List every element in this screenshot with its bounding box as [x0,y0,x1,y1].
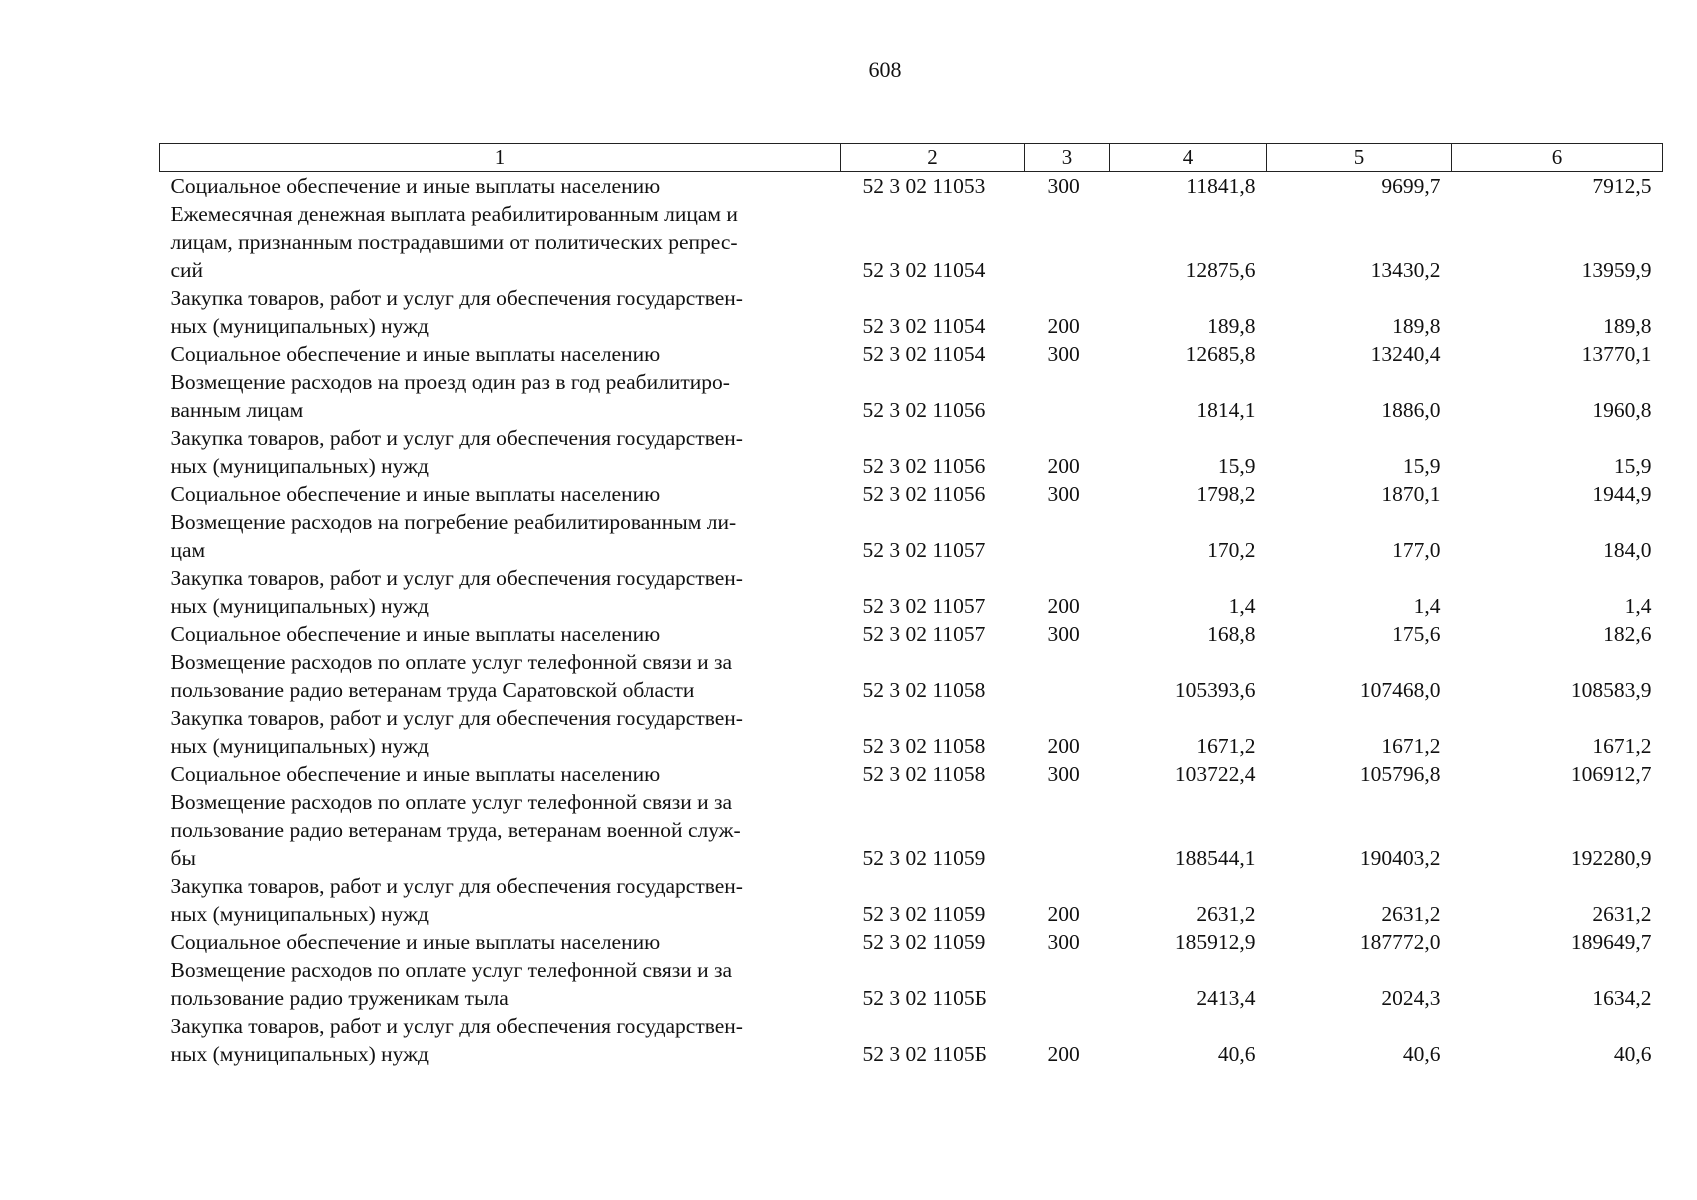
row-description [160,1012,841,1068]
table-row [160,928,1663,956]
row-value-col6: 189649,7 [1570,930,1652,954]
row-expense-type: 300 [1047,482,1080,506]
row-expense-type [1025,508,1110,564]
row-value-col4: 1,4 [1228,594,1256,618]
row-description [160,480,841,508]
page-number: 608 [868,57,902,82]
row-value-col5: 189,8 [1392,314,1441,338]
row-description [160,648,841,704]
table-row [160,480,1663,508]
row-description [160,200,841,284]
row-value-col4: 40,6 [1217,1042,1256,1066]
description-line: Социальное обеспечение и иные выплаты населению [170,622,661,646]
row-code: 52 3 02 11057 [862,622,986,646]
row-expense-type: 300 [1047,342,1080,366]
row-value-col5: 13240,4 [1370,342,1441,366]
description-line: Социальное обеспечение и иные выплаты населению [170,762,661,786]
row-expense-type: 200 [1047,454,1080,478]
row-expense-type: 200 [1047,594,1080,618]
table-row [160,172,1663,201]
row-description [160,872,841,928]
row-value-col4: 105393,6 [1174,678,1256,702]
table-row [160,1012,1663,1068]
description-line: Социальное обеспечение и иные выплаты населению [170,342,661,366]
description-line: Закупка товаров, работ и услуг для обеспечения государствен- [170,874,743,898]
description-line: ных (муниципальных) нужд [170,594,429,618]
table-row [160,648,1663,704]
row-code: 52 3 02 11059 [862,930,986,954]
row-value-col6: 7912,5 [1592,174,1652,198]
description-line: Социальное обеспечение и иные выплаты населению [170,482,661,506]
column-header-1: 1 [160,144,841,172]
row-code: 52 3 02 11054 [862,258,986,282]
row-code: 52 3 02 11057 [862,538,986,562]
column-header-3: 3 [1025,144,1110,172]
table-header [160,144,1663,172]
row-value-col5: 190403,2 [1359,846,1441,870]
description-line: Возмещение расходов по оплате услуг телефонной связи и за [170,650,733,674]
header-row [160,144,1663,172]
description-line: лицам, признанным пострадавшими от политических репрес- [170,230,738,254]
column-header-2: 2 [841,144,1025,172]
description-line: ных (муниципальных) нужд [170,1042,429,1066]
row-value-col6: 184,0 [1603,538,1652,562]
row-value-col4: 170,2 [1207,538,1256,562]
row-description [160,172,841,201]
row-description [160,956,841,1012]
row-value-col4: 188544,1 [1174,846,1256,870]
row-expense-type: 300 [1047,930,1080,954]
row-code: 52 3 02 11056 [862,398,986,422]
row-value-col5: 105796,8 [1359,762,1441,786]
row-code: 52 3 02 11059 [862,902,986,926]
description-line: пользование радио труженикам тыла [170,986,509,1010]
table-row [160,508,1663,564]
row-value-col6: 106912,7 [1570,762,1652,786]
row-value-col6: 2631,2 [1592,902,1652,926]
description-line: Закупка товаров, работ и услуг для обеспечения государствен- [170,286,743,310]
row-code: 52 3 02 1105Б [862,1042,987,1066]
description-line: Ежемесячная денежная выплата реабилитированным лицам и [170,202,738,226]
description-line: бы [170,846,196,870]
row-expense-type: 200 [1047,314,1080,338]
row-code: 52 3 02 11058 [862,678,986,702]
table-row [160,760,1663,788]
row-code: 52 3 02 11054 [862,342,986,366]
row-value-col5: 9699,7 [1381,174,1441,198]
row-description [160,340,841,368]
row-value-col6: 1634,2 [1592,986,1652,1010]
table-row [160,424,1663,480]
description-line: Возмещение расходов по оплате услуг телефонной связи и за [170,958,733,982]
row-expense-type [1025,368,1110,424]
description-line: ных (муниципальных) нужд [170,734,429,758]
row-value-col6: 1,4 [1624,594,1652,618]
row-value-col5: 187772,0 [1359,930,1441,954]
row-description [160,928,841,956]
table-row [160,564,1663,620]
table-row [160,200,1663,284]
row-description [160,424,841,480]
row-value-col4: 2413,4 [1196,986,1256,1010]
row-value-col6: 182,6 [1603,622,1652,646]
row-value-col5: 1886,0 [1381,398,1441,422]
row-value-col5: 107468,0 [1359,678,1441,702]
row-description [160,284,841,340]
row-value-col5: 175,6 [1392,622,1441,646]
description-line: ных (муниципальных) нужд [170,314,429,338]
row-expense-type [1025,956,1110,1012]
row-value-col6: 1960,8 [1592,398,1652,422]
description-line: цам [170,538,206,562]
row-code: 52 3 02 11059 [862,846,986,870]
description-line: Социальное обеспечение и иные выплаты населению [170,174,661,198]
description-line: Социальное обеспечение и иные выплаты населению [170,930,661,954]
row-value-col6: 108583,9 [1570,678,1652,702]
row-expense-type: 200 [1047,902,1080,926]
row-description [160,704,841,760]
row-code: 52 3 02 11058 [862,734,986,758]
row-value-col6: 13959,9 [1581,258,1652,282]
table-row [160,872,1663,928]
table-row [160,704,1663,760]
row-value-col5: 1671,2 [1381,734,1441,758]
row-value-col4: 1671,2 [1196,734,1256,758]
row-value-col6: 192280,9 [1570,846,1652,870]
row-code: 52 3 02 11056 [862,482,986,506]
row-expense-type [1025,648,1110,704]
row-expense-type: 300 [1047,174,1080,198]
description-line: Закупка товаров, работ и услуг для обеспечения государствен- [170,426,743,450]
row-value-col6: 13770,1 [1581,342,1652,366]
table-row [160,956,1663,1012]
row-value-col4: 185912,9 [1174,930,1256,954]
row-value-col5: 13430,2 [1370,258,1441,282]
row-code: 52 3 02 11056 [862,454,986,478]
table-row [160,340,1663,368]
description-line: Закупка товаров, работ и услуг для обеспечения государствен- [170,566,743,590]
row-value-col5: 40,6 [1402,1042,1441,1066]
description-line: пользование радио ветеранам труда Саратовской области [170,678,695,702]
description-line: ных (муниципальных) нужд [170,454,429,478]
row-expense-type [1025,200,1110,284]
row-value-col4: 189,8 [1207,314,1256,338]
row-code: 52 3 02 1105Б [862,986,987,1010]
row-value-col6: 1944,9 [1592,482,1652,506]
row-expense-type: 200 [1047,734,1080,758]
budget-table [159,143,1663,1068]
row-value-col6: 40,6 [1613,1042,1652,1066]
row-value-col6: 15,9 [1613,454,1652,478]
row-value-col5: 177,0 [1392,538,1441,562]
description-line: пользование радио ветеранам труда, ветеранам военной служ- [170,818,741,842]
row-value-col4: 12875,6 [1185,258,1256,282]
row-code: 52 3 02 11054 [862,314,986,338]
row-value-col5: 15,9 [1402,454,1441,478]
description-line: Возмещение расходов по оплате услуг телефонной связи и за [170,790,733,814]
row-description [160,620,841,648]
row-value-col4: 1798,2 [1196,482,1256,506]
description-line: ванным лицам [170,398,304,422]
row-value-col4: 15,9 [1217,454,1256,478]
row-value-col4: 103722,4 [1174,762,1256,786]
row-code: 52 3 02 11058 [862,762,986,786]
description-line: Закупка товаров, работ и услуг для обеспечения государствен- [170,706,743,730]
column-header-6: 6 [1452,144,1663,172]
row-expense-type [1025,788,1110,872]
description-line: Возмещение расходов на погребение реабилитированным ли- [170,510,737,534]
column-header-4: 4 [1110,144,1267,172]
row-description [160,564,841,620]
row-description [160,760,841,788]
table-body [160,172,1663,1069]
row-code: 52 3 02 11057 [862,594,986,618]
description-line: сий [170,258,204,282]
description-line: Возмещение расходов на проезд один раз в год реабилитиро- [170,370,730,394]
row-value-col6: 1671,2 [1592,734,1652,758]
row-value-col4: 1814,1 [1196,398,1256,422]
row-value-col4: 168,8 [1207,622,1256,646]
row-value-col5: 1,4 [1413,594,1441,618]
row-value-col4: 12685,8 [1185,342,1256,366]
row-value-col5: 2024,3 [1381,986,1441,1010]
row-expense-type: 300 [1047,622,1080,646]
column-header-5: 5 [1267,144,1452,172]
table-row [160,620,1663,648]
row-expense-type: 200 [1047,1042,1080,1066]
row-value-col5: 2631,2 [1381,902,1441,926]
row-value-col4: 2631,2 [1196,902,1256,926]
table-row [160,368,1663,424]
table-row [160,788,1663,872]
row-code: 52 3 02 11053 [862,174,986,198]
row-description [160,788,841,872]
row-value-col5: 1870,1 [1381,482,1441,506]
row-expense-type: 300 [1047,762,1080,786]
row-description [160,508,841,564]
description-line: ных (муниципальных) нужд [170,902,429,926]
row-description [160,368,841,424]
row-value-col6: 189,8 [1603,314,1652,338]
description-line: Закупка товаров, работ и услуг для обеспечения государствен- [170,1014,743,1038]
row-value-col4: 11841,8 [1186,174,1256,198]
table-row [160,284,1663,340]
